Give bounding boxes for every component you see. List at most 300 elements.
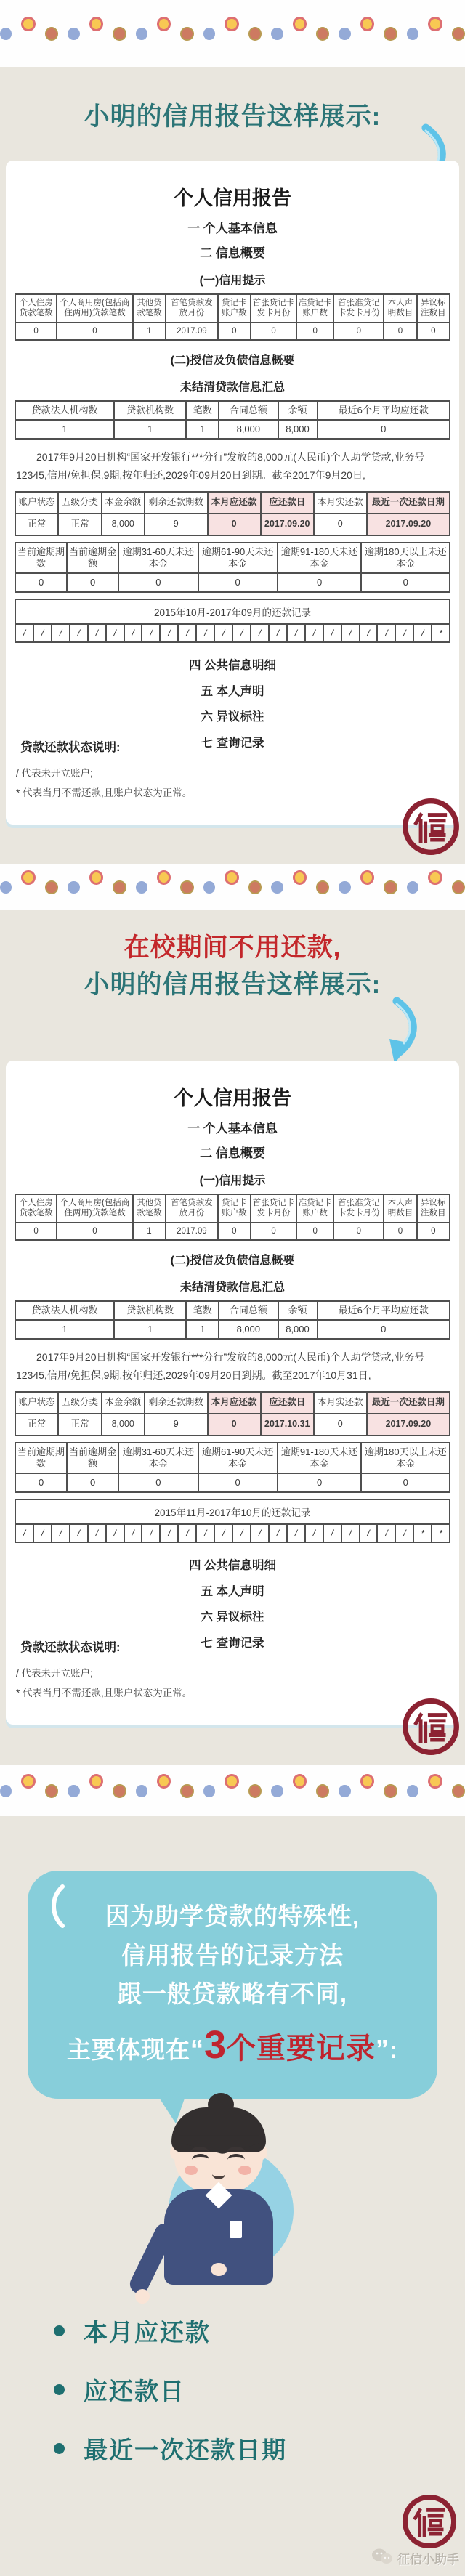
spacer — [0, 1725, 465, 1765]
bullet-dot-icon — [54, 2325, 65, 2336]
table-cell: 2017.09.20 — [367, 514, 450, 535]
bubble-line4-prefix: 主要体现在 — [66, 2036, 190, 2063]
footer — [0, 2490, 465, 2576]
table-cell: 0 — [318, 1320, 450, 1339]
table-cell: 0 — [118, 1473, 198, 1492]
decor-dot — [407, 1785, 418, 1797]
decor-dot — [316, 1784, 329, 1798]
record-cell: / — [250, 625, 268, 641]
table-cell: 1 — [186, 1320, 219, 1339]
decor-dot — [339, 1785, 350, 1797]
record-cell: / — [323, 1525, 341, 1542]
table-cell: 0 — [251, 1223, 296, 1240]
decor-dot — [21, 1774, 35, 1789]
record-cell: * — [431, 625, 449, 641]
decor-dot — [68, 1785, 79, 1797]
column-header: 首张贷记卡发卡月份 — [251, 294, 296, 323]
smiling-eye — [227, 2154, 245, 2166]
tail-section: 五 本人声明 — [201, 684, 264, 698]
column-header: 合同总额 — [219, 1301, 278, 1320]
column-header: 首张准贷记卡发卡月份 — [333, 1194, 384, 1223]
record-cell: / — [159, 1525, 177, 1542]
clerk-fist — [211, 2263, 227, 2276]
loan-summary-table — [15, 400, 450, 440]
record-cell: / — [51, 1525, 69, 1542]
wechat-icon — [371, 2548, 393, 2569]
column-header: 本月应还款 — [208, 492, 261, 514]
record-cell: / — [214, 625, 232, 641]
column-header: 笔数 — [186, 1301, 219, 1320]
column-header: 五级分类 — [58, 492, 101, 514]
bubble-line-3: 跟一般贷款略有不同, — [117, 1980, 348, 2008]
decor-dot — [136, 28, 147, 40]
table-cell: 0 — [118, 573, 198, 592]
list-item-label: 本月应还款 — [84, 2319, 211, 2346]
decor-dot — [293, 17, 307, 31]
column-header: 贷款法人机构数 — [15, 1301, 114, 1320]
record-cell: / — [105, 1525, 124, 1542]
record-cell: * — [431, 1525, 449, 1542]
decor-dot — [384, 27, 397, 41]
column-header: 逾期31-60天未还本金 — [118, 543, 198, 574]
spacer — [0, 1816, 465, 1871]
smiling-eye — [192, 2154, 209, 2166]
report-tail-sections — [15, 1553, 450, 1656]
decor-dot — [203, 1785, 215, 1797]
status-note-title: 贷款还款状态说明: — [20, 1641, 121, 1655]
record-cell: / — [268, 1525, 286, 1542]
decor-dot — [21, 17, 35, 31]
decor-dot — [180, 880, 193, 894]
record-cell: / — [141, 1525, 159, 1542]
decor-dot — [203, 28, 215, 40]
summary-heading: (二)授信及负债信息概要 — [170, 354, 295, 367]
bullet-dot-icon — [54, 2443, 65, 2454]
column-header: 其他贷款笔数 — [133, 294, 166, 323]
bullet-dot-icon — [54, 2384, 65, 2395]
column-header: 本金余额 — [102, 1392, 145, 1414]
column-header: 贷款机构数 — [114, 1301, 186, 1320]
column-header: 贷记卡账户数 — [218, 1194, 251, 1223]
column-header: 本人声明数目 — [384, 1194, 416, 1223]
table-cell: 0 — [15, 573, 67, 592]
loan-detail-paragraph: 2017年9月20日机构“国家开发银行***分行”发放的8,000元(人民币)个人助学贷款,业务号12345,信用/免担保,9期,按年归还,2029年09月20日到期。截至2017年9月20日, — [16, 451, 425, 481]
list-item-label: 最近一次还款日期 — [84, 2437, 287, 2464]
quote-mark-icon — [46, 1884, 65, 1932]
decor-dot — [384, 880, 397, 894]
record-cell: / — [105, 625, 124, 641]
status-note-star: * 代表当月不需还款,且账户状态为正常。 — [16, 1688, 193, 1699]
record-cell: / — [159, 625, 177, 641]
column-header: 首张贷记卡发卡月份 — [251, 1194, 296, 1223]
record-cell: / — [376, 1525, 395, 1542]
list-item — [54, 2373, 465, 2407]
column-header: 异议标注数目 — [417, 294, 450, 323]
table-cell: 0 — [296, 1223, 333, 1240]
key-records-list — [0, 2302, 465, 2466]
column-header: 个人商用房(包括商住两用)贷款笔数 — [57, 1194, 133, 1223]
status-note-star: * 代表当月不需还款,且账户状态为正常。 — [16, 787, 193, 799]
decor-dot — [0, 28, 12, 40]
column-header: 最近6个月平均应还款 — [318, 1301, 450, 1320]
column-header: 当前逾期期数 — [15, 543, 67, 574]
decor-dot — [452, 880, 465, 894]
decor-dot — [89, 870, 103, 885]
repayment-record-strip — [15, 1523, 450, 1543]
table-cell: 0 — [417, 323, 450, 340]
record-cell: * — [413, 1525, 431, 1542]
table-cell: 正常 — [58, 514, 101, 535]
decor-dot — [248, 27, 262, 41]
report-toc-2: 二 信息概要 — [200, 1146, 265, 1160]
credit-seal-icon — [401, 1697, 461, 1757]
account-status-table — [15, 1391, 450, 1435]
table-cell: 0 — [314, 514, 367, 535]
table-cell: 0 — [208, 1414, 261, 1435]
status-notes — [16, 1664, 449, 1703]
table-cell: 0 — [57, 1223, 133, 1240]
decor-dot — [293, 1774, 307, 1789]
speech-bubble — [28, 1871, 437, 2099]
report-toc-1: 一 个人基本信息 — [187, 1121, 278, 1135]
credit-tip-table — [15, 293, 450, 341]
column-header: 本月应还款 — [208, 1392, 261, 1414]
record-cell: / — [359, 1525, 377, 1542]
record-cell: / — [141, 625, 159, 641]
decor-dot — [452, 1784, 465, 1798]
table-cell: 0 — [384, 323, 416, 340]
intro-title: 小明的信用报告这样展示: — [84, 102, 381, 131]
record-cell: / — [195, 625, 214, 641]
column-header: 逾期91-180天未还本金 — [278, 543, 362, 574]
table-cell: 0 — [198, 1473, 278, 1492]
table-cell: 1 — [186, 420, 219, 439]
tip-heading: (一)信用提示 — [199, 274, 266, 287]
report-toc-1: 一 个人基本信息 — [187, 221, 278, 235]
report-tail-sections — [15, 653, 450, 756]
decor-dot — [316, 27, 329, 41]
bubble-line-1: 因为助学贷款的特殊性, — [105, 1903, 360, 1930]
record-cell: / — [23, 628, 26, 639]
decor-dot — [136, 1785, 147, 1797]
column-header: 余额 — [278, 1301, 318, 1320]
table-cell: 8,000 — [102, 514, 145, 535]
record-cell: / — [395, 1525, 413, 1542]
column-header: 最近一次还款日期 — [367, 492, 450, 514]
decor-dot — [113, 27, 126, 41]
decor-dot — [225, 1774, 238, 1789]
watermark-label: 征信小助手 — [397, 2553, 459, 2567]
clerk-hand — [135, 2289, 150, 2304]
column-header: 贷记卡账户数 — [218, 294, 251, 323]
record-cell: / — [69, 1525, 87, 1542]
tail-section: 七 查询记录 — [201, 1636, 264, 1650]
table-cell: 0 — [218, 1223, 251, 1240]
record-cell: / — [33, 1525, 51, 1542]
table-cell: 0 — [67, 1473, 118, 1492]
decor-dot — [316, 880, 329, 894]
decor-dots-band-top — [0, 0, 465, 67]
table-cell: 1 — [15, 1320, 114, 1339]
section2-title-teal: 小明的信用报告这样展示: — [84, 971, 381, 999]
column-header: 本金余额 — [102, 492, 145, 514]
table-cell: 8,000 — [219, 420, 278, 439]
record-cell: / — [195, 1525, 214, 1542]
decor-dots-band-middle — [0, 864, 465, 910]
credit-seal-icon — [401, 797, 461, 856]
decor-dots-band-bottom — [0, 1765, 465, 1816]
column-header: 个人住房贷款笔数 — [15, 1194, 57, 1223]
record-cell: / — [33, 625, 51, 641]
column-header: 账户状态 — [15, 492, 58, 514]
record-cell: / — [87, 625, 105, 641]
repayment-record-strip — [15, 623, 450, 643]
tail-section: 四 公共信息明细 — [188, 659, 277, 673]
table-cell: 1 — [133, 323, 166, 340]
decor-dot — [248, 1784, 262, 1798]
table-cell: 0 — [67, 573, 118, 592]
column-header: 贷款机构数 — [114, 401, 186, 420]
column-header: 准贷记卡账户数 — [296, 294, 333, 323]
repayment-record-title: 2015年11月-2017年10月的还款记录 — [15, 1499, 450, 1523]
record-cell: / — [304, 1525, 323, 1542]
credit-tip-table — [15, 1194, 450, 1241]
summary-heading: (二)授信及负债信息概要 — [170, 1254, 295, 1267]
column-header: 异议标注数目 — [417, 1194, 450, 1223]
tail-section: 五 本人声明 — [201, 1584, 264, 1598]
decor-dot — [248, 880, 262, 894]
decor-dot — [360, 870, 374, 885]
column-header: 本月实还款 — [314, 492, 367, 514]
record-cell: / — [359, 625, 377, 641]
column-header: 最近6个月平均应还款 — [318, 401, 450, 420]
table-cell: 2017.09 — [166, 323, 218, 340]
table-cell: 0 — [57, 323, 133, 340]
record-cell: / — [232, 625, 250, 641]
column-header: 本人声明数目 — [384, 294, 416, 323]
bubble-colon: : — [389, 2036, 399, 2063]
decor-dot — [271, 1785, 283, 1797]
table-cell: 正常 — [15, 1414, 58, 1435]
table-cell: 正常 — [58, 1414, 101, 1435]
column-header: 首笔贷款发放月份 — [166, 294, 218, 323]
tail-section: 七 查询记录 — [201, 736, 264, 750]
table-cell: 1 — [15, 420, 114, 439]
decor-dot — [339, 881, 350, 894]
decor-dot — [407, 881, 418, 894]
decor-dot — [339, 28, 350, 40]
summary-subheading: 未结清贷款信息汇总 — [179, 1281, 285, 1294]
credit-report-card-1 — [6, 161, 459, 825]
record-cell: / — [376, 625, 395, 641]
table-cell: 1 — [133, 1223, 166, 1240]
decor-dot — [428, 870, 442, 885]
decor-dot — [157, 17, 171, 31]
tail-section: 六 异议标注 — [201, 710, 264, 724]
decor-dot — [157, 870, 171, 885]
table-cell: 2017.09.20 — [367, 1414, 450, 1435]
column-header: 五级分类 — [58, 1392, 101, 1414]
smile-mouth — [212, 2168, 225, 2179]
table-cell: 9 — [145, 514, 208, 535]
status-notes — [16, 764, 449, 803]
table-cell: 0 — [208, 514, 261, 535]
speech-bubble-block — [28, 1871, 437, 2099]
decor-dot — [225, 17, 238, 31]
column-header: 本月实还款 — [314, 1392, 367, 1414]
record-cell: / — [268, 625, 286, 641]
decor-dot — [407, 28, 418, 40]
bubble-number: 3 — [203, 2022, 227, 2067]
record-cell: / — [286, 1525, 304, 1542]
decor-dot — [45, 1784, 58, 1798]
tip-heading: (一)信用提示 — [199, 1174, 266, 1187]
clerk-illustration — [0, 2099, 465, 2302]
table-cell: 0 — [333, 323, 384, 340]
column-header: 逾期61-90天未还本金 — [198, 543, 278, 574]
column-header: 笔数 — [186, 401, 219, 420]
record-cell: / — [23, 1528, 26, 1539]
record-cell: / — [413, 625, 431, 641]
decor-dot — [271, 28, 283, 40]
repayment-record-title: 2015年10月-2017年09月的还款记录 — [15, 599, 450, 623]
table-cell: 0 — [278, 1473, 362, 1492]
list-item — [54, 2431, 465, 2466]
decor-dot — [271, 881, 283, 894]
column-header: 应还款日 — [261, 492, 314, 514]
tail-section: 四 公共信息明细 — [188, 1559, 277, 1573]
table-cell: 8,000 — [278, 1320, 318, 1339]
decor-dot — [452, 27, 465, 41]
decor-dot — [360, 1774, 374, 1789]
table-cell: 8,000 — [102, 1414, 145, 1435]
report-toc-2: 二 信息概要 — [200, 246, 265, 260]
decor-dot — [68, 28, 79, 40]
decor-dot — [136, 881, 147, 894]
column-header: 最近一次还款日期 — [367, 1392, 450, 1414]
column-header: 剩余还款期数 — [145, 1392, 208, 1414]
status-note-slash: / 代表未开立账户; — [16, 1668, 93, 1680]
bubble-line-2: 信用报告的记录方法 — [121, 1941, 344, 1969]
table-cell: 0 — [384, 1223, 416, 1240]
decor-dot — [45, 880, 58, 894]
record-cell: / — [286, 625, 304, 641]
decor-dot — [0, 1785, 12, 1797]
column-header: 当前逾期金额 — [67, 1443, 118, 1474]
column-header: 首张准贷记卡发卡月份 — [333, 294, 384, 323]
table-cell: 9 — [145, 1414, 208, 1435]
decor-dot — [0, 881, 12, 894]
table-cell: 2017.10.31 — [261, 1414, 314, 1435]
column-header: 个人住房贷款笔数 — [15, 294, 57, 323]
column-header: 合同总额 — [219, 401, 278, 420]
blush — [185, 2166, 198, 2175]
decor-dot — [68, 881, 79, 894]
record-cell: / — [124, 1525, 142, 1542]
record-cell: / — [341, 1525, 359, 1542]
column-header: 当前逾期期数 — [15, 1443, 67, 1474]
column-header: 首笔贷款发放月份 — [166, 1194, 218, 1223]
close-quote: ” — [376, 2033, 390, 2064]
blush — [238, 2166, 251, 2175]
decor-dot — [203, 881, 215, 894]
decor-dot — [225, 870, 238, 885]
decor-dot — [45, 27, 58, 41]
table-cell: 0 — [361, 573, 450, 592]
list-item-label: 应还款日 — [84, 2378, 185, 2405]
table-cell: 0 — [333, 1223, 384, 1240]
record-cell: / — [250, 1525, 268, 1542]
overdue-table — [15, 1442, 450, 1494]
table-cell: 0 — [15, 1223, 57, 1240]
column-header: 个人商用房(包括商住两用)贷款笔数 — [57, 294, 133, 323]
decor-dot — [428, 17, 442, 31]
decor-dot — [157, 1774, 171, 1789]
account-status-table — [15, 491, 450, 535]
tail-section: 六 异议标注 — [201, 1611, 264, 1624]
decor-dot — [293, 870, 307, 885]
report-title: 个人信用报告 — [174, 187, 291, 209]
column-header: 余额 — [278, 401, 318, 420]
decor-dot — [89, 17, 103, 31]
clerk-badge — [230, 2221, 242, 2238]
bubble-line-4 — [38, 2014, 427, 2077]
record-cell: / — [304, 625, 323, 641]
record-cell: / — [214, 1525, 232, 1542]
section2-title-block — [0, 910, 465, 1007]
loan-detail-paragraph: 2017年9月20日机构“国家开发银行***分行”发放的8,000元(人民币)个人助学贷款,业务号12345,信用/免担保,9期,按年归还,2029年09月20日到期。截至2017年10月31日, — [16, 1351, 425, 1381]
status-note-slash: / 代表未开立账户; — [16, 768, 93, 779]
table-cell: 0 — [15, 1473, 67, 1492]
table-cell: 2017.09 — [166, 1223, 218, 1240]
decor-dot — [113, 1784, 126, 1798]
summary-subheading: 未结清贷款信息汇总 — [179, 381, 285, 394]
bubble-red-text: 个重要记录 — [227, 2032, 376, 2065]
table-cell: 0 — [278, 573, 362, 592]
record-cell: / — [177, 1525, 195, 1542]
record-cell: / — [341, 625, 359, 641]
spacer — [0, 825, 465, 864]
column-header: 逾期180天以上未还本金 — [361, 543, 450, 574]
record-cell: / — [232, 1525, 250, 1542]
table-cell: 1 — [114, 420, 186, 439]
table-cell: 0 — [198, 573, 278, 592]
table-cell: 0 — [417, 1223, 450, 1240]
decor-dot — [360, 17, 374, 31]
column-header: 贷款法人机构数 — [15, 401, 114, 420]
credit-report-card-2 — [6, 1061, 459, 1725]
section2-title-red: 在校期间不用还款, — [124, 933, 341, 963]
record-cell: / — [323, 625, 341, 641]
table-cell: 1 — [114, 1320, 186, 1339]
decor-dot — [428, 1774, 442, 1789]
report-title: 个人信用报告 — [174, 1087, 291, 1109]
table-cell: 0 — [251, 323, 296, 340]
decor-dot — [113, 880, 126, 894]
credit-seal-icon — [401, 2493, 458, 2550]
column-header: 账户状态 — [15, 1392, 58, 1414]
table-cell: 8,000 — [278, 420, 318, 439]
table-cell: 8,000 — [219, 1320, 278, 1339]
status-note-title: 贷款还款状态说明: — [20, 741, 121, 755]
decor-dot — [21, 870, 35, 885]
table-cell: 0 — [361, 1473, 450, 1492]
curved-arrow-icon — [375, 997, 420, 1070]
decor-dot — [180, 27, 193, 41]
column-header: 其他贷款笔数 — [133, 1194, 166, 1223]
column-header: 准贷记卡账户数 — [296, 1194, 333, 1223]
column-header: 应还款日 — [261, 1392, 314, 1414]
